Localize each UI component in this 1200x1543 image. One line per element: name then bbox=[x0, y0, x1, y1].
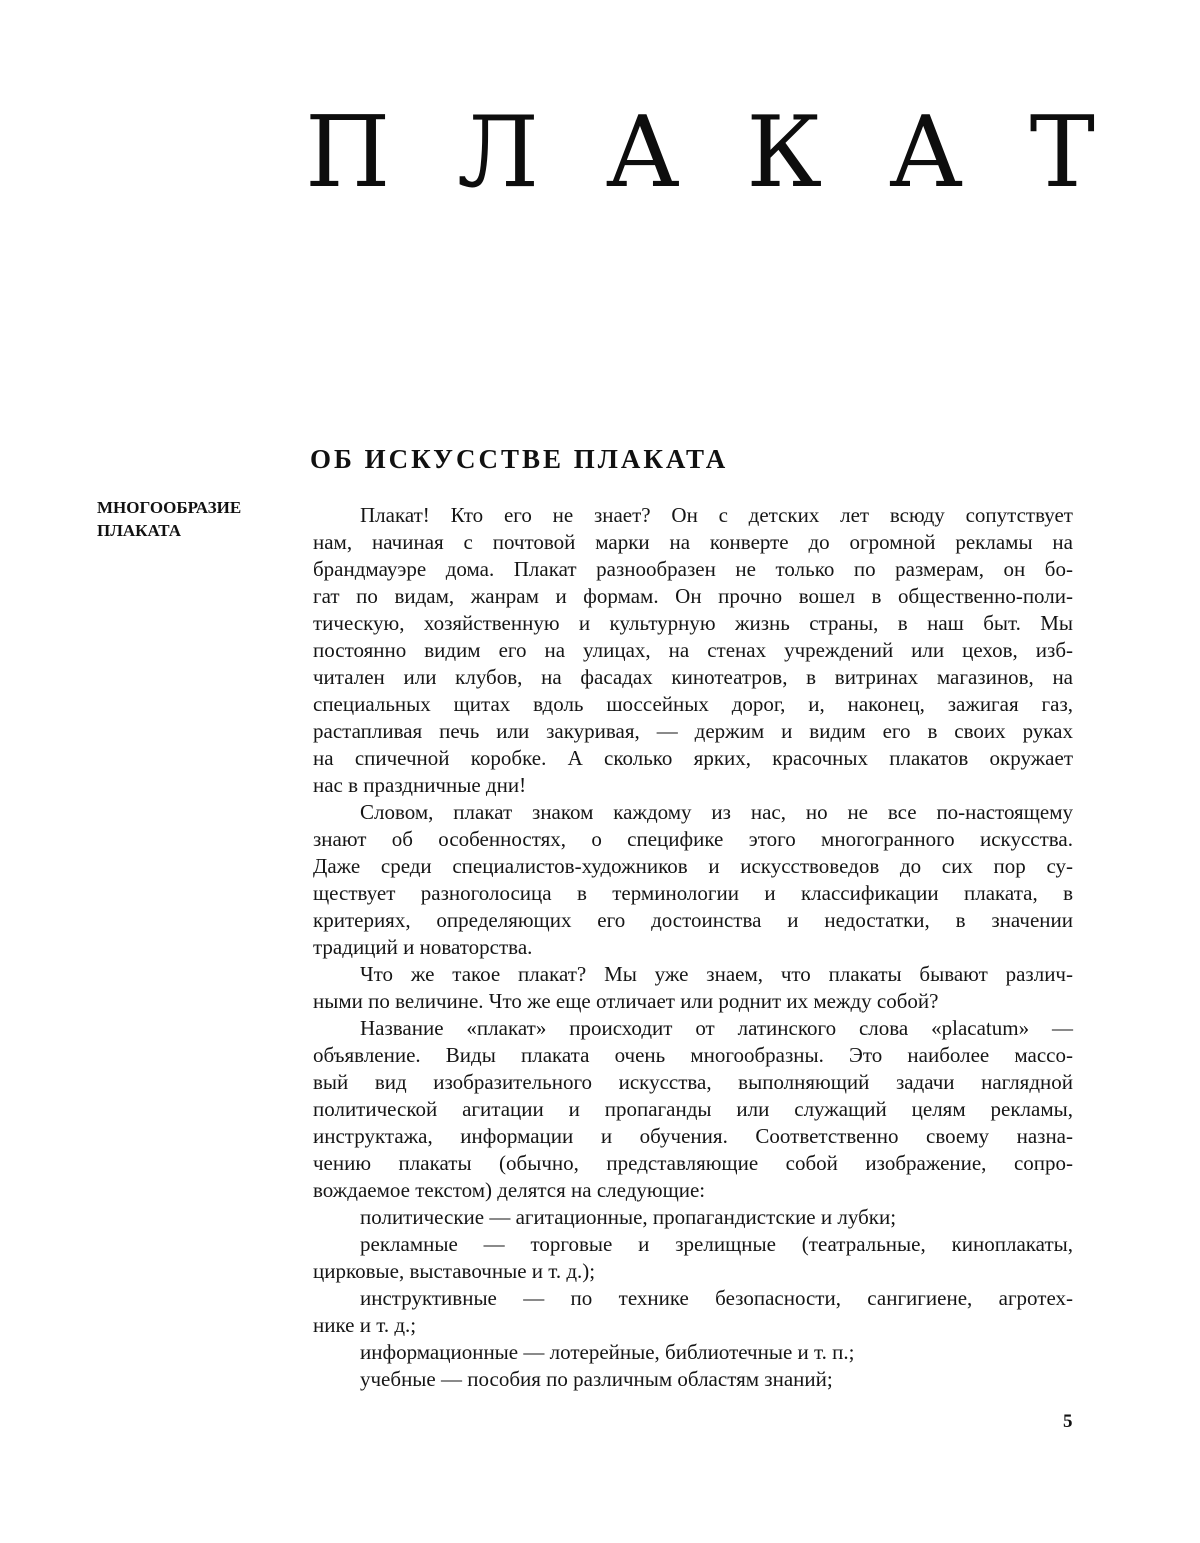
paragraph bbox=[313, 1204, 1073, 1231]
text-line: нам, начиная с почтовой марки на конверте до огромной рекламы на bbox=[313, 530, 1073, 554]
text-line: ными по величине. Что же еще отличает или роднит их между собой? bbox=[313, 989, 939, 1013]
paragraph bbox=[313, 1339, 1073, 1366]
paragraph bbox=[313, 1285, 1073, 1339]
title-letter: К bbox=[746, 96, 823, 210]
title-letter: Л bbox=[457, 96, 539, 210]
text-line: на спичечной коробке. А сколько ярких, красочных плакатов окружает bbox=[313, 746, 1073, 770]
text-line: брандмауэре дома. Плакат разнообразен не только по размерам, он бо- bbox=[313, 557, 1073, 581]
text-line: цирковые, выставочные и т. д.); bbox=[313, 1259, 596, 1283]
paragraph bbox=[313, 1366, 1073, 1393]
text-line: критериях, определяющих его достоинства и недостатки, в значении bbox=[313, 908, 1073, 932]
body-text bbox=[313, 502, 1073, 1393]
text-line: вый вид изобразительного искусства, выполняющий задачи наглядной bbox=[313, 1070, 1073, 1094]
text-line: растапливая печь или закуривая, — держим и видим его в своих руках bbox=[313, 719, 1073, 743]
page-number: 5 bbox=[1063, 1411, 1073, 1432]
text-line: учебные — пособия по различным областям знаний; bbox=[360, 1367, 833, 1391]
chapter-heading: ОБ ИСКУССТВЕ ПЛАКАТА bbox=[310, 444, 729, 474]
title-letter: П bbox=[305, 96, 391, 210]
margin-note-line: МНОГООБРАЗИЕ bbox=[97, 498, 242, 517]
text-line: традиций и новаторства. bbox=[313, 935, 533, 959]
paragraph bbox=[313, 1231, 1073, 1285]
text-line: знают об особенностях, о специфике этого многогранного искусства. bbox=[313, 827, 1073, 851]
text-line: нике и т. д.; bbox=[313, 1313, 417, 1337]
text-line: нас в праздничные дни! bbox=[313, 773, 527, 797]
text-line: Словом, плакат знаком каждому из нас, но не все по-настоящему bbox=[360, 800, 1073, 824]
paragraph bbox=[313, 961, 1073, 1015]
text-line: Плакат! Кто его не знает? Он с детских лет всюду сопутствует bbox=[360, 503, 1073, 527]
text-line: постоянно видим его на улицах, на стенах учреждений или цехов, изб- bbox=[313, 638, 1073, 662]
title-letter: А bbox=[888, 96, 963, 210]
text-line: Даже среди специалистов-художников и искусствоведов до сих пор су- bbox=[313, 854, 1073, 878]
text-line: инструктажа, информации и обучения. Соответственно своему назна- bbox=[313, 1124, 1073, 1148]
text-line: Название «плакат» происходит от латинского слова «placatum» — bbox=[360, 1016, 1073, 1040]
text-line: Что же такое плакат? Мы уже знаем, что плакаты бывают различ- bbox=[360, 962, 1073, 986]
text-line: тическую, хозяйственную и культурную жизнь страны, в наш быт. Мы bbox=[313, 611, 1073, 635]
paragraph bbox=[313, 799, 1073, 961]
text-line: специальных щитах вдоль шоссейных дорог, и, наконец, зажигая газ, bbox=[313, 692, 1073, 716]
margin-note-line: ПЛАКАТА bbox=[97, 521, 182, 540]
text-line: политической агитации и пропаганды или служащий целям рекламы, bbox=[313, 1097, 1073, 1121]
text-line: рекламные — торговые и зрелищные (театральные, киноплакаты, bbox=[360, 1232, 1073, 1256]
title-letter: А bbox=[605, 96, 680, 210]
text-line: вождаемое текстом) делятся на следующие: bbox=[313, 1178, 706, 1202]
margin-note bbox=[97, 496, 287, 542]
text-line: чению плакаты (обычно, представляющие собой изображение, сопро- bbox=[313, 1151, 1073, 1175]
text-line: инструктивные — по технике безопасности, сангигиене, агротех- bbox=[360, 1286, 1073, 1310]
text-line: политические — агитационные, пропагандистские и лубки; bbox=[360, 1205, 897, 1229]
book-section-title bbox=[305, 98, 1095, 208]
text-line: информационные — лотерейные, библиотечные и т. п.; bbox=[360, 1340, 855, 1364]
title-letter: Т bbox=[1029, 96, 1095, 210]
text-line: гат по видам, жанрам и формам. Он прочно вошел в общественно-поли- bbox=[313, 584, 1073, 608]
text-line: читален или клубов, на фасадах кинотеатров, в витринах магазинов, на bbox=[313, 665, 1073, 689]
text-line: ществует разноголосица в терминологии и классификации плаката, в bbox=[313, 881, 1073, 905]
paragraph bbox=[313, 1015, 1073, 1204]
text-line: объявление. Виды плаката очень многообразны. Это наиболее массо- bbox=[313, 1043, 1073, 1067]
paragraph bbox=[313, 502, 1073, 799]
